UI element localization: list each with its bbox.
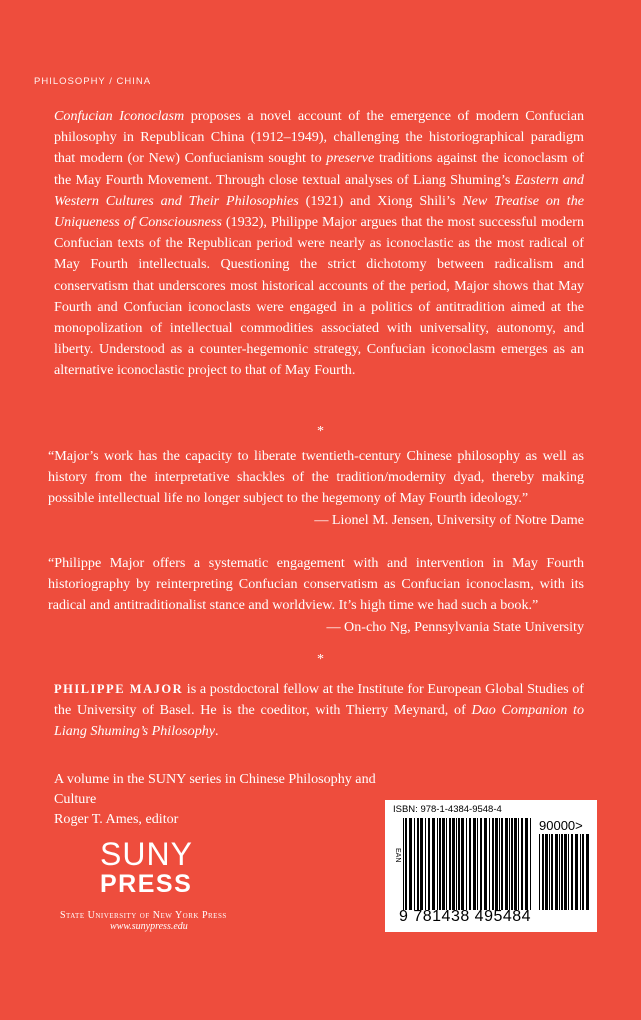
cited-title: New Treatise on the Uniqueness of Consciousness [54, 192, 584, 231]
endorsement-quote-2 [48, 553, 584, 638]
quote-text: “Major’s work has the capacity to liberate twentieth-century Chinese philosophy as well as history from the interpretative shackles of the tradition/modernity dyad, thereby making possible intellectual life no longer subject to the hegemony of May Fourth ideology.” [48, 448, 584, 507]
ean-label: EAN [394, 848, 401, 863]
publisher-url: www.sunypress.edu [110, 921, 188, 932]
logo-press: PRESS [100, 870, 193, 898]
endorsement-quote-1 [48, 446, 584, 531]
barcode-panel [385, 800, 597, 932]
series-editor: Roger T. Ames, editor [54, 811, 179, 827]
separator-asterisk: * [317, 652, 324, 667]
series-note [54, 769, 414, 829]
author-book-title: Dao Companion to Liang Shuming’s Philosophy [54, 702, 584, 740]
description-emphasis: preserve [326, 150, 375, 167]
author-bio-text: is a postdoctoral fellow at the Institute for European Global Studies of the University of Basel. He is the coeditor, with Thierry Meynard, of [54, 681, 584, 719]
quote-attribution: — On-cho Ng, Pennsylvania State University [326, 618, 584, 635]
publisher-name: State University of New York Press [60, 910, 227, 921]
author-name: PHILIPPE MAJOR [54, 682, 184, 696]
description-text: (1921) and Xiong Shili’s [298, 192, 463, 209]
quote-attribution: — Lionel M. Jensen, University of Notre Dame [314, 511, 584, 528]
supplement-barcode-icon [539, 834, 589, 910]
publisher-logo [60, 838, 260, 932]
description-text: proposes a novel account of the emergence of modern Confucian philosophy in Republican China (1912–1949), challenging the historiographical paradigm that modern (or New) Confucianism sought to [54, 108, 584, 167]
barcode-icon [403, 818, 533, 910]
author-bio-end: . [215, 723, 219, 740]
quote-text: “Philippe Major offers a systematic engagement with and intervention in May Fourth historiography by reinterpreting Confucian conservatism as Confucian iconoclasm, with its radical and antitraditionalist stance and worldview. It’s high time we had such a book.” [48, 555, 584, 614]
description-text: (1932), Philippe Major argues that the most successful modern Confucian texts of the Republican period were nearly as iconoclastic as the most radical of May Fourth intellectuals. Questioning the strict dichotomy between radicalism and conservatism that underscores most historical accounts of the period, Major shows that May Fourth and Confucian iconoclasts were engaged in a politics of antitradition aimed at the monopolization of intellectual commodities associated with universality, autonomy, and liberty. Understood as a counter-hegemonic strategy, Confucian iconoclasm emerges as an alternative iconoclastic project to that of May Fourth. [54, 214, 584, 379]
barcode-number: 9 781438 495484 [399, 908, 532, 925]
book-description [54, 106, 584, 382]
isbn-label: ISBN: 978-1-4384-9548-4 [393, 804, 502, 815]
book-title-italic: Confucian Iconoclasm [54, 108, 185, 124]
description-text: traditions against the iconoclasm of the May Fourth Movement. Through close textual analyses of Liang Shuming’s [54, 150, 584, 188]
category-label: PHILOSOPHY / CHINA [34, 76, 152, 87]
author-bio [54, 679, 584, 743]
price-code: 90000> [539, 818, 583, 833]
logo-suny: SUNY [100, 836, 193, 872]
cited-title: Eastern and Western Cultures and Their Philosophies [54, 171, 584, 209]
series-line: A volume in the SUNY series in Chinese Philosophy and Culture [54, 771, 376, 807]
separator-asterisk: * [317, 424, 324, 439]
